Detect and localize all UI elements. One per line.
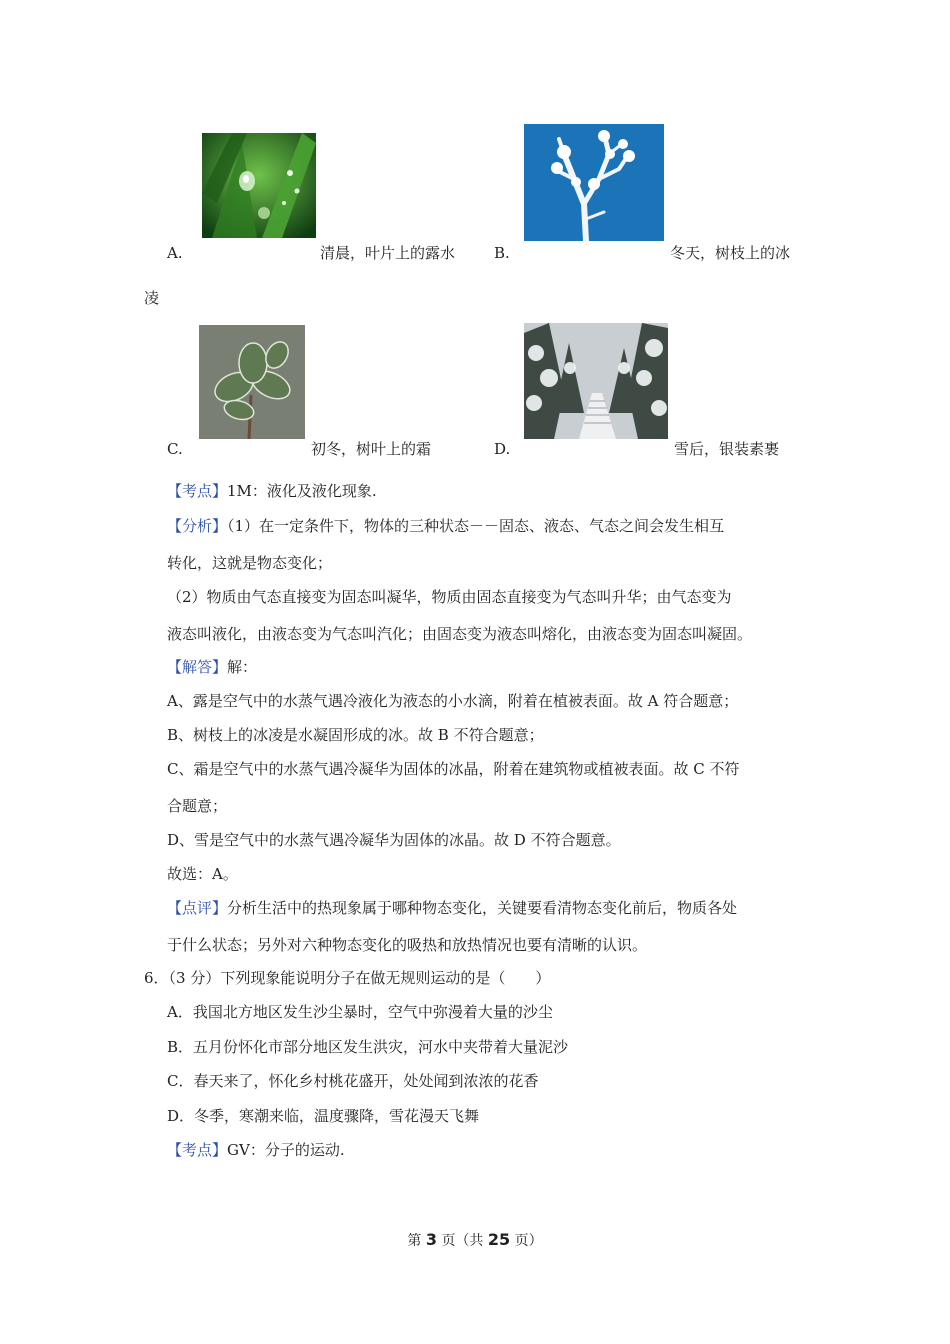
footer-total-pages: 25 [487,1230,511,1249]
jieda-line [167,657,257,677]
dew-leaf-image [202,133,316,238]
question-6-option-d: D．冬季，寒潮来临，温度骤降，雪花漫天飞舞 [167,1107,480,1125]
ice-branch-illustration [524,124,664,241]
option-b-label: B. [494,244,510,262]
frost-leaf-image [199,325,305,439]
option-d-label: D. [494,440,511,458]
dianping-line-2: 于什么状态；另外对六种物态变化的吸热和放热情况也要有清晰的认识。 [167,936,648,954]
option-c-caption: 初冬，树叶上的霜 [311,440,432,458]
fenxi-tag: 【分析】 [167,517,228,535]
option-d-caption: 雪后，银装素裹 [674,440,780,458]
question-6-kaodian-tag: 【考点】 [167,1141,228,1159]
question-6-option-b: B．五月份怀化市部分地区发生洪灾，河水中夹带着大量泥沙 [167,1038,569,1056]
answer-d: D、雪是空气中的水蒸气遇冷凝华为固体的冰晶。故 D 不符合题意。 [167,831,621,849]
answer-a: A、露是空气中的水蒸气遇冷液化为液态的小水滴，附着在植被表面。故 A 符合题意； [167,692,739,710]
footer-prefix: 第 [407,1233,422,1249]
snow-scene-illustration [524,323,668,439]
option-a-label: A. [167,244,183,262]
dew-leaf-illustration [202,133,316,238]
option-b-caption-wrap: 凌 [144,289,160,307]
fenxi-line-3: （2）物质由气态直接变为固态叫凝华，物质由固态直接变为气态叫升华；由气态变为 [167,588,732,606]
page-footer [0,1230,950,1250]
fenxi-line-4: 液态叫液化，由液态变为气态叫汽化；由固态变为液态叫熔化，由液态变为固态叫凝固。 [167,625,753,643]
kaodian-line [167,481,377,501]
option-a-caption: 清晨，叶片上的露水 [320,244,456,262]
question-6-option-c: C．春天来了，怀化乡村桃花盛开，处处闻到浓浓的花香 [167,1072,539,1090]
question-6-stem: 6．（3 分）下列现象能说明分子在做无规则运动的是（ ） [144,969,551,987]
question-6-option-a: A．我国北方地区发生沙尘暴时，空气中弥漫着大量的沙尘 [167,1003,553,1021]
answer-b: B、树枝上的冰凌是水凝固形成的冰。故 B 不符合题意； [167,726,544,744]
question-6-kaodian-text: GV：分子的运动. [227,1141,345,1159]
option-b-caption: 冬天，树枝上的冰 [670,244,791,262]
frost-leaf-illustration [199,325,305,439]
jieda-tag: 【解答】 [167,658,228,676]
final-choice: 故选：A。 [167,865,238,883]
fenxi-line-1 [167,516,724,536]
dianping-text-1: 分析生活中的热现象属于哪种物态变化，关键要看清物态变化前后，物质各处 [227,899,738,917]
footer-page-number: 3 [425,1230,437,1249]
jieda-text: 解： [227,658,258,676]
option-c-label: C. [167,440,183,458]
ice-branch-image [524,124,664,241]
fenxi-text-1: （1）在一定条件下，物体的三种状态－－固态、液态、气态之间会发生相互 [227,517,725,535]
snow-scene-image [524,323,668,439]
dianping-line-1 [167,898,737,918]
kaodian-text: 1M：液化及液化现象. [227,482,377,500]
answer-c-2: 合题意； [167,797,228,815]
fenxi-line-2: 转化，这就是物态变化； [167,554,333,572]
answer-c-1: C、霜是空气中的水蒸气遇冷凝华为固体的冰晶，附着在建筑物或植被表面。故 C 不符 [167,760,740,778]
kaodian-tag: 【考点】 [167,482,228,500]
question-6-kaodian-line [167,1140,345,1160]
dianping-tag: 【点评】 [167,899,228,917]
footer-suffix: 页） [514,1233,543,1249]
footer-middle: 页（共 [441,1233,484,1249]
